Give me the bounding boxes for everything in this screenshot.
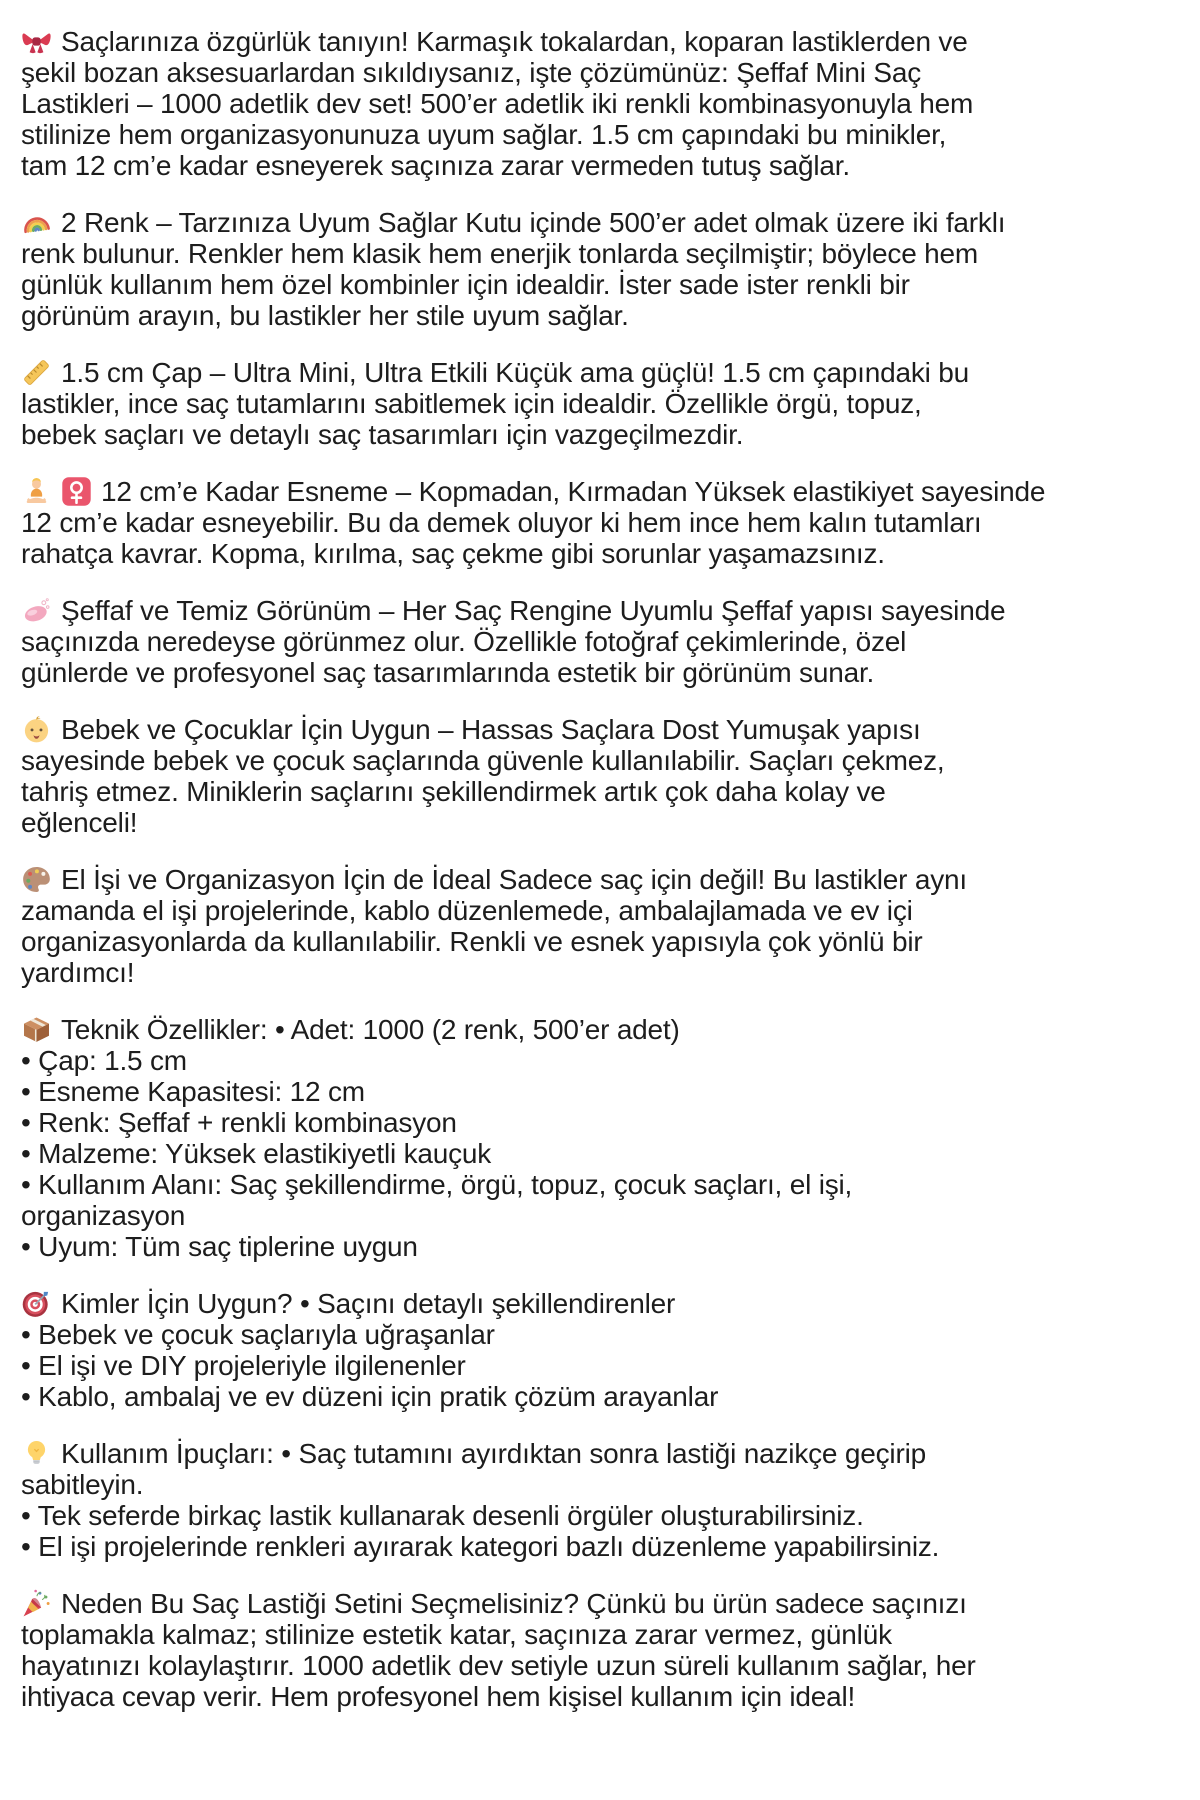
soap-icon: [21, 595, 52, 626]
description-paragraph: [21, 864, 1186, 988]
baby-icon: [21, 714, 52, 745]
description-paragraph: [21, 26, 1186, 181]
package-icon: [21, 1014, 52, 1045]
paragraph-text: Teknik Özellikler: • Adet: 1000 (2 renk, 500’er adet) • Çap: 1.5 cm • Esneme Kapasitesi: 12 cm • Renk: Şeffaf + renkli kombinasyon • Malzeme: Yüksek elastikiyetli kauçuk • Kullanım Alanı: Saç şekillendirme, örgü, topuz, çocuk saçları, el işi, organizasyon • Uyum: Tüm saç tiplerine uygun: [21, 1014, 853, 1262]
paragraph-text: Neden Bu Saç Lastiği Setini Seçmelisiniz? Çünkü bu ürün sadece saçınızı toplamakla kalmaz; stilinize estetik katar, saçınıza zarar vermez, günlük hayatınızı kolaylaştırır. 1000 adetlik dev setiyle uzun süreli kullanım sağlar, her ihtiyaca cevap verir. Hem profesyonel hem kişisel kullanım için ideal!: [21, 1588, 976, 1712]
paragraph-text: 1.5 cm Çap – Ultra Mini, Ultra Etkili Küçük ama güçlü! 1.5 cm çapındaki bu lastikler, ince saç tutamlarını sabitlemek için idealdir. Özellikle örgü, topuz, bebek saçları ve detaylı saç tasarımları için vazgeçilmezdir.: [21, 357, 970, 450]
paragraph-text: El İşi ve Organizasyon İçin de İdeal Sadece saç için değil! Bu lastikler aynı zamanda el işi projelerinde, kablo düzenlemede, ambalajlamada ve ev içi organizasyonlarda da kullanılabilir. Renkli ve esnek yapısıyla çok yönlü bir yardımcı!: [21, 864, 967, 988]
ruler-icon: [21, 357, 52, 388]
rainbow-icon: [21, 207, 52, 238]
paragraph-text: 2 Renk – Tarzınıza Uyum Sağlar Kutu içinde 500’er adet olmak üzere iki farklı renk bulunur. Renkler hem klasik hem enerjik tonlarda seçilmiştir; böylece hem günlük kullanım hem özel kombinler için idealdir. İster sade ister renkli bir görünüm arayın, bu lastikler her stile uyum sağlar.: [21, 207, 1006, 331]
paragraph-text: Kimler İçin Uygun? • Saçını detaylı şekillendirenler • Bebek ve çocuk saçlarıyla uğraşanlar • El işi ve DIY projeleriyle ilgilenenler • Kablo, ambalaj ve ev düzeni için pratik çözüm arayanlar: [21, 1288, 719, 1412]
party-popper-icon: [21, 1588, 52, 1619]
description-paragraph: [21, 207, 1186, 331]
description-paragraph: [21, 595, 1186, 688]
description-paragraph: [21, 1438, 1186, 1562]
person-lotus-icon: [21, 476, 52, 507]
paragraph-text: Saçlarınıza özgürlük tanıyın! Karmaşık tokalardan, koparan lastiklerden ve şekil bozan aksesuarlardan sıkıldıysanız, işte çözümünüz: Şeffaf Mini Saç Lastikleri – 1000 adetlik dev set! 500’er adetlik iki renkli kombinasyonuyla hem stilinize hem organizasyonunuza uyum sağlar. 1.5 cm çapındaki bu minikler, tam 12 cm’e kadar esneyerek saçınıza zarar vermeden tutuş sağlar.: [21, 26, 974, 181]
paragraph-text: 12 cm’e Kadar Esneme – Kopmadan, Kırmadan Yüksek elastikiyet sayesinde 12 cm’e kadar esneyebilir. Bu da demek oluyor ki hem ince hem kalın tutamları rahatça kavrar. Kopma, kırılma, saç çekme gibi sorunlar yaşamazsınız.: [21, 476, 1046, 569]
female-sign-icon: [61, 476, 92, 507]
light-bulb-icon: [21, 1438, 52, 1469]
description-paragraph: [21, 476, 1186, 569]
paragraph-text: Şeffaf ve Temiz Görünüm – Her Saç Rengine Uyumlu Şeffaf yapısı sayesinde saçınızda neredeyse görünmez olur. Özellikle fotoğraf çekimlerinde, özel günlerde ve profesyonel saç tasarımlarında estetik bir görünüm sunar.: [21, 595, 1006, 688]
palette-icon: [21, 864, 52, 895]
description-paragraph: [21, 714, 1186, 838]
description-paragraph: [21, 357, 1186, 450]
description-paragraph: [21, 1288, 1186, 1412]
paragraph-text: Bebek ve Çocuklar İçin Uygun – Hassas Saçlara Dost Yumuşak yapısı sayesinde bebek ve çocuk saçlarında güvenle kullanılabilir. Saçları çekmez, tahriş etmez. Miniklerin saçlarını şekillendirmek artık çok daha kolay ve eğlenceli!: [21, 714, 945, 838]
ribbon-bow-icon: [21, 26, 52, 57]
dart-target-icon: [21, 1288, 52, 1319]
description-paragraph: [21, 1014, 1186, 1262]
paragraph-text: Kullanım İpuçları: • Saç tutamını ayırdıktan sonra lastiği nazikçe geçirip sabitleyin. • Tek seferde birkaç lastik kullanarak desenli örgüler oluşturabilirsiniz. • El işi projelerinde renkleri ayırarak kategori bazlı düzenleme yapabilirsiniz.: [21, 1438, 940, 1562]
description-paragraph: [21, 1588, 1186, 1712]
